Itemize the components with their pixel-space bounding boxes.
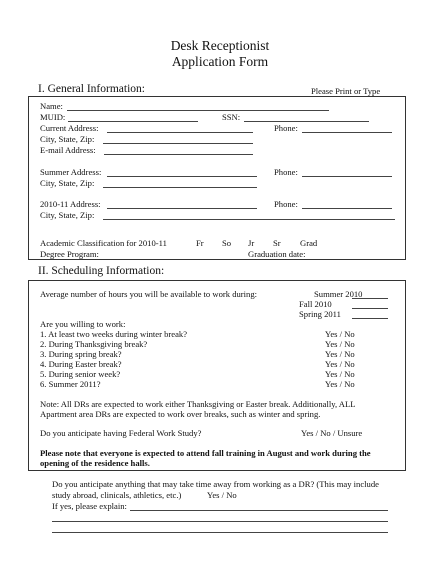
question-spring-break: 3. During spring break? [40, 349, 122, 359]
name-label: Name: [40, 101, 63, 111]
work-study-answer[interactable]: Yes / No / Unsure [301, 428, 363, 438]
hours-summer-2010-field[interactable] [352, 298, 388, 299]
summer-address-field[interactable] [107, 176, 257, 177]
current-city-field[interactable] [103, 143, 253, 144]
term-fall-2010: Fall 2010 [299, 299, 332, 309]
term-summer-2010: Summer 2010 [314, 289, 363, 299]
year-city-label: City, State, Zip: [40, 210, 95, 220]
scheduling-info-heading: II. Scheduling Information: [38, 265, 165, 277]
hours-fall-2010-field[interactable] [352, 308, 388, 309]
graduation-date-label: Graduation date: [248, 249, 306, 259]
question-senior-week: 5. During senior week? [40, 369, 121, 379]
muid-field[interactable] [68, 121, 198, 122]
hours-spring-2011-field[interactable] [352, 318, 388, 319]
form-title-line1: Desk Receptionist [170, 38, 270, 53]
summer-phone-field[interactable] [302, 176, 392, 177]
form-title-line2: Application Form [171, 54, 269, 69]
summer-city-field[interactable] [103, 187, 257, 188]
class-option-grad[interactable]: Grad [300, 238, 318, 248]
year-phone-field[interactable] [302, 208, 392, 209]
question-thanksgiving-break: 2. During Thanksgiving break? [40, 339, 148, 349]
question-easter-break: 4. During Easter break? [40, 359, 122, 369]
hours-question: Average number of hours you will be available to work during: [40, 289, 258, 299]
time-away-answer[interactable]: Yes / No [207, 490, 237, 500]
class-option-sr[interactable]: Sr [273, 238, 281, 248]
question-winter-break: 1. At least two weeks during winter break? [40, 329, 188, 339]
class-option-jr[interactable]: Jr [248, 238, 255, 248]
explain-line-2[interactable] [52, 521, 388, 522]
time-away-question-line1: Do you anticipate anything that may take time away from working as a DR? (This may include [52, 479, 379, 489]
explain-line-1[interactable] [130, 510, 388, 511]
dr-break-note-line2: Apartment area DRs are expected to work over breaks, such as winter and spring. [40, 409, 321, 419]
current-city-label: City, State, Zip: [40, 134, 95, 144]
ssn-label: SSN: [222, 112, 241, 122]
year-address-field[interactable] [107, 208, 257, 209]
time-away-question-line2: study abroad, clinicals, athletics, etc.) [52, 490, 182, 500]
year-address-label: 2010-11 Address: [40, 199, 101, 209]
name-field[interactable] [67, 110, 329, 111]
ssn-field[interactable] [244, 121, 369, 122]
print-note: Please Print or Type [311, 86, 381, 96]
class-option-so[interactable]: So [222, 238, 232, 248]
answer-spring-break[interactable]: Yes / No [325, 349, 355, 359]
current-phone-field[interactable] [302, 132, 392, 133]
muid-label: MUID: [40, 112, 66, 122]
year-phone-label: Phone: [274, 199, 298, 209]
year-city-field[interactable] [103, 219, 395, 220]
email-label: E-mail Address: [40, 145, 96, 155]
summer-city-label: City, State, Zip: [40, 178, 95, 188]
current-phone-label: Phone: [274, 123, 298, 133]
email-field[interactable] [104, 154, 253, 155]
answer-winter-break[interactable]: Yes / No [325, 329, 355, 339]
answer-senior-week[interactable]: Yes / No [325, 369, 355, 379]
explain-line-3[interactable] [52, 532, 388, 533]
question-summer-2011: 6. Summer 2011? [40, 379, 101, 389]
degree-program-label: Degree Program: [40, 249, 99, 259]
training-note-line2: opening of the residence halls. [40, 458, 150, 468]
summer-phone-label: Phone: [274, 167, 298, 177]
answer-thanksgiving-break[interactable]: Yes / No [325, 339, 355, 349]
current-address-label: Current Address: [40, 123, 99, 133]
answer-summer-2011[interactable]: Yes / No [325, 379, 355, 389]
explain-label: If yes, please explain: [52, 501, 127, 511]
training-note-line1: Please note that everyone is expected to attend fall training in August and work during the [40, 448, 371, 458]
general-info-heading: I. General Information: [38, 83, 145, 95]
academic-classification-label: Academic Classification for 2010-11 [40, 238, 167, 248]
class-option-fr[interactable]: Fr [196, 238, 204, 248]
current-address-field[interactable] [107, 132, 253, 133]
work-study-question: Do you anticipate having Federal Work Study? [40, 428, 202, 438]
willing-to-work-label: Are you willing to work: [40, 319, 126, 329]
summer-address-label: Summer Address: [40, 167, 102, 177]
dr-break-note-line1: Note: All DRs are expected to work either Thanksgiving or Easter break. Additionally, ALL [40, 399, 356, 409]
answer-easter-break[interactable]: Yes / No [325, 359, 355, 369]
term-spring-2011: Spring 2011 [299, 309, 341, 319]
